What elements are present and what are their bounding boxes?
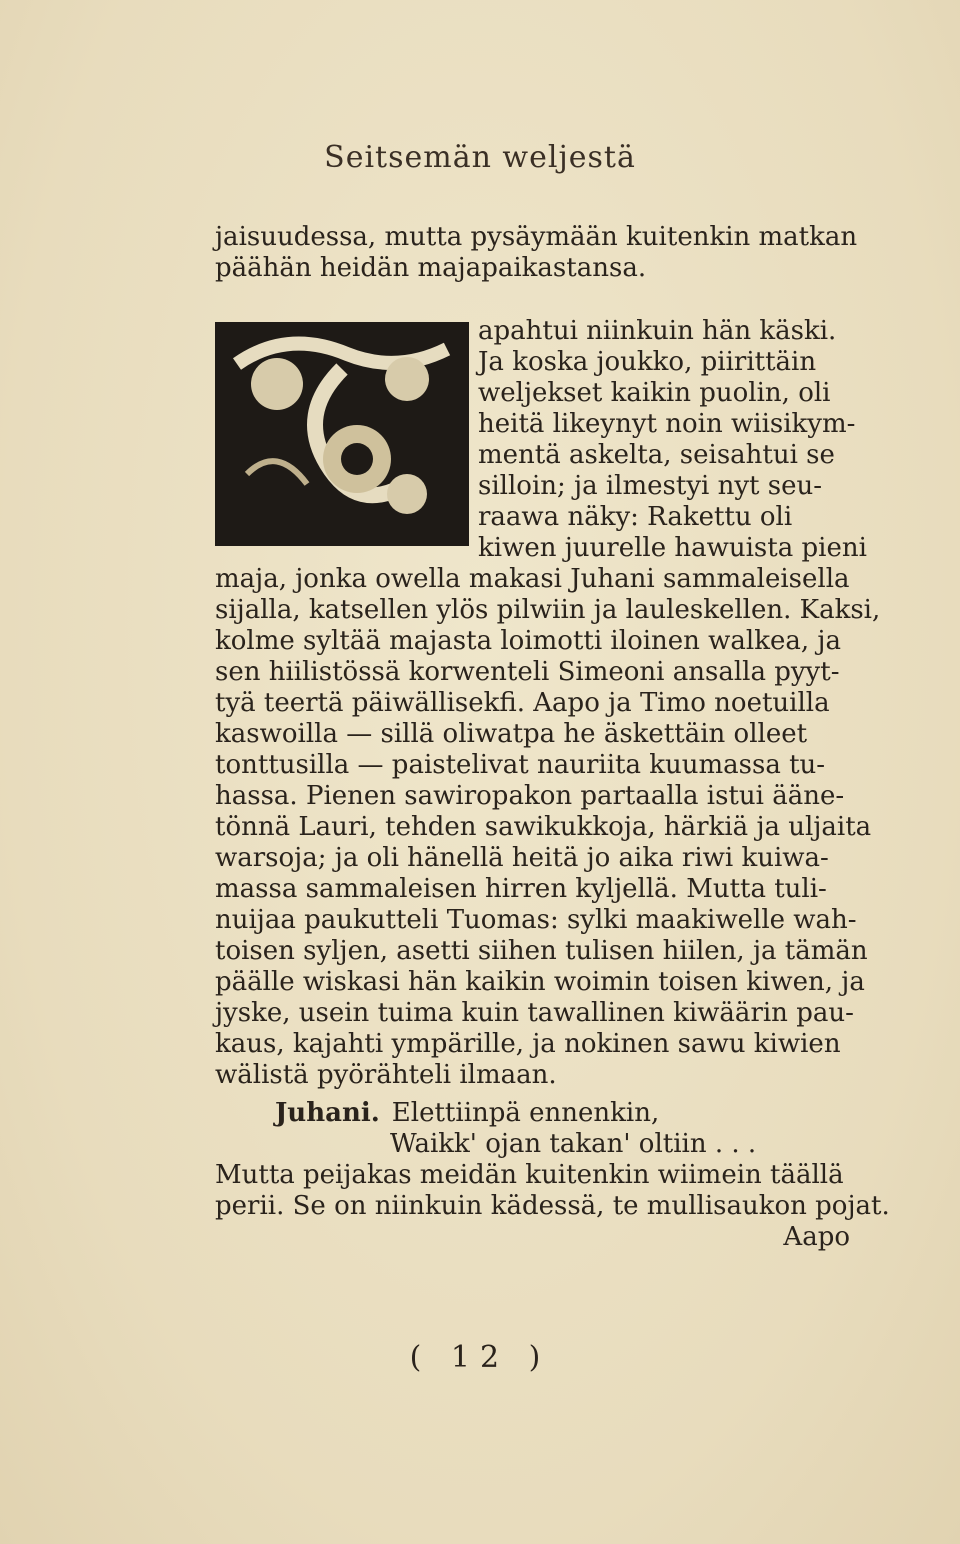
speaker-name: Juhani. <box>275 1098 380 1128</box>
text-line: maja, jonka owella makasi Juhani sammaleisella <box>215 564 850 594</box>
text-line: massa sammaleisen hirren kyljellä. Mutta tuli- <box>215 874 827 904</box>
dialogue-line <box>275 1098 850 1129</box>
text-line: weljekset kaikin puolin, oli <box>478 378 831 408</box>
catchword: Aapo <box>783 1222 850 1252</box>
running-header: Seitsemän weljestä <box>324 140 636 175</box>
text-line: tönnä Lauri, tehden sawikukkoja, härkiä ja uljaita <box>215 812 872 842</box>
text-line: hassa. Pienen sawiropakon partaalla istui ääne- <box>215 781 845 811</box>
text-line: raawa näky: Rakettu oli <box>478 502 793 532</box>
text-line: tyä teertä päiwällisekfi. Aapo ja Timo noetuilla <box>215 688 830 718</box>
text-line: kaus, kajahti ympärille, ja nokinen sawu kiwien <box>215 1029 841 1059</box>
verse-line: Waikk' ojan takan' oltiin . . . <box>390 1129 757 1159</box>
text-line: apahtui niinkuin hän käski. <box>478 316 837 346</box>
text-line: sijalla, katsellen ylös pilwiin ja lauleskellen. Kaksi, <box>215 595 881 625</box>
text-line: warsoja; ja oli hänellä heitä jo aika riwi kuiwa- <box>215 843 829 873</box>
text-line: mentä askelta, seisahtui se <box>478 440 835 470</box>
text-line: heitä likeynyt noin wiisikym- <box>478 409 856 439</box>
text-line: päähän heidän majapaikastansa. <box>215 253 647 283</box>
text-line: päälle wiskasi hän kaikin woimin toisen kiwen, ja <box>215 967 865 997</box>
text-line: kaswoilla — sillä oliwatpa he äskettäin olleet <box>215 719 808 749</box>
page-number: ( 12 ) <box>409 1340 551 1375</box>
decorative-initial-t <box>215 322 469 546</box>
text-line: perii. Se on niinkuin kädessä, te mullisaukon pojat. <box>215 1191 890 1221</box>
text-line: jaisuudessa, mutta pysäymään kuitenkin matkan <box>215 222 858 252</box>
text-line: tonttusilla — paistelivat nauriita kuumassa tu- <box>215 750 826 780</box>
text-line: silloin; ja ilmestyi nyt seu- <box>478 471 822 501</box>
text-line: sen hiilistössä korwenteli Simeoni ansalla pyyt- <box>215 657 840 687</box>
text-line: wälistä pyörähteli ilmaan. <box>215 1060 557 1090</box>
text-line: jyske, usein tuima kuin tawallinen kiwäärin pau- <box>215 998 854 1028</box>
text-line: Mutta peijakas meidän kuitenkin wiimein täällä <box>215 1160 844 1190</box>
text-line: nuijaa paukutteli Tuomas: sylki maakiwelle wah- <box>215 905 857 935</box>
text-line: kiwen juurelle hawuista pieni <box>478 533 867 563</box>
verse-line: Elettiinpä ennenkin, <box>391 1098 660 1128</box>
ornament-icon <box>217 324 467 544</box>
text-line: toisen syljen, asetti siihen tulisen hiilen, ja tämän <box>215 936 868 966</box>
text-line: kolme syltää majasta loimotti iloinen walkea, ja <box>215 626 841 656</box>
text-line: Ja koska joukko, piirittäin <box>478 347 817 377</box>
